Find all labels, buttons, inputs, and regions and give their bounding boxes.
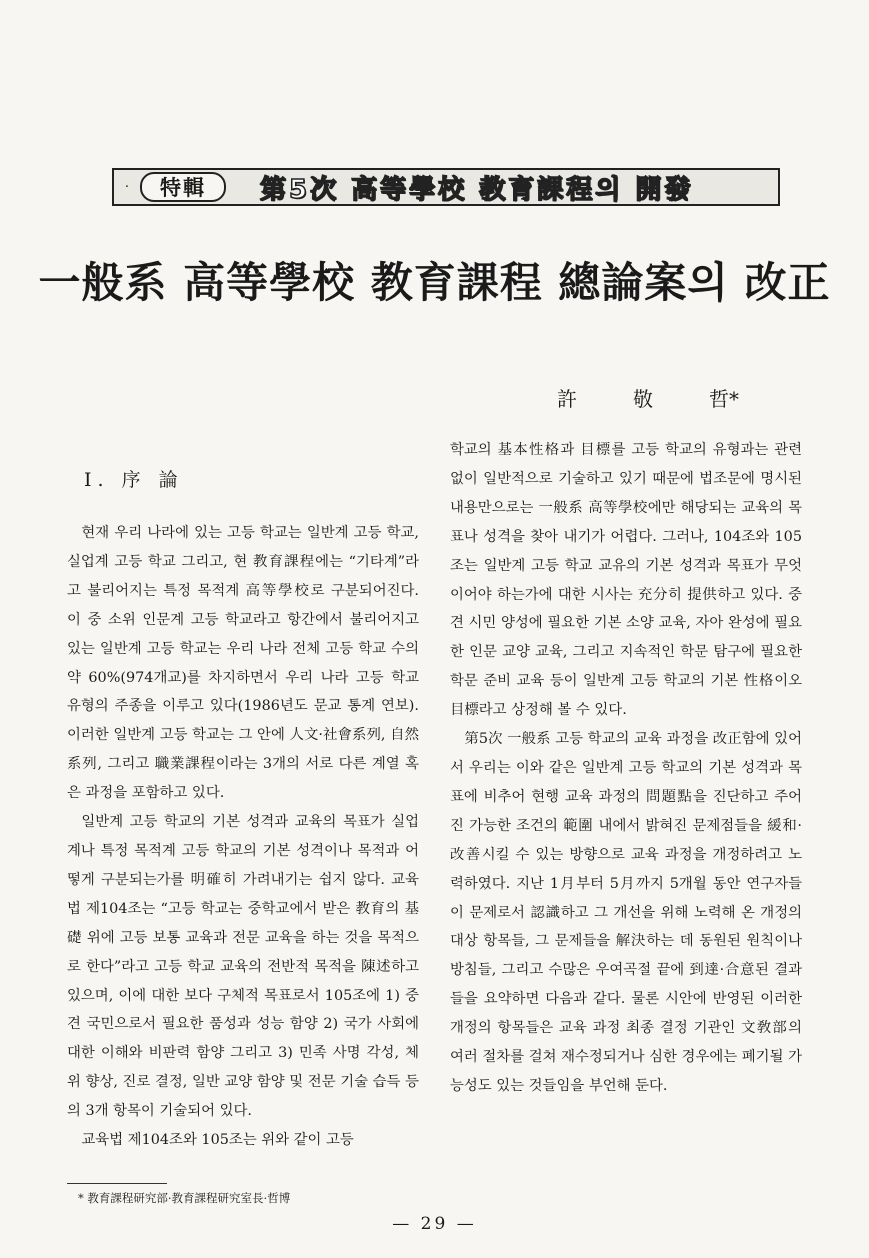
banner-title: 第5次 高等學校 教育課程의 開發	[260, 174, 694, 205]
banner-corner-mark: ·	[124, 179, 130, 195]
author-char-1: 許	[557, 387, 577, 411]
paragraph: 교육법 제104조와 105조는 위와 같이 고등	[81, 1132, 354, 1149]
author-char-3: 哲*	[709, 387, 739, 411]
paragraph: 일반계 고등 학교의 기본 성격과 교육의 목표가 실업계나 특정 목적계 고등 학교의 기본 성격이나 목적과 어떻게 구분되는가를 明確히 가려내기는 쉽지 않다. 교육법 제104조는 “고등 학교는 중학교에서 받은 教育의 基礎 위에 고등 보통 교육과 전문 교육을 하는 것을 목적으로 한다”라고 고등 학교 교육의 전반적 목적을 陳述하고 있으며, 이에 대한 보다 구체적 목표로서 105조에 1) 중견 국민으로서 필요한 품성과 성능 함양 2) 국가 사회에 대한 이해와 비판력 함양 그리고 3) 민족 사명 각성, 체위 향상, 진로 결정, 일반 교양 함양 및 전문 기술 습득 등의 3개 항목이 기술되어 있다.	[67, 814, 419, 1120]
paragraph: 학교의 基本性格과 目標를 고등 학교의 유형과는 관련 없이 일반적으로 기술하고 있기 때문에 법조문에 명시된 내용만으로는 一般系 高等學校에만 해당되는 교육의 목표나 성격을 찾아 내기가 어렵다. 그러나, 104조와 105조는 일반계 고등 학교 교유의 기본 성격과 목표가 무엇이어야 하는가에 대한 시사는 充分히 提供하고 있다. 중견 시민 양성에 필요한 기본 소양 교육, 자아 완성에 필요한 인문 교양 교육, 그리고 지속적인 학문 탐구에 필요한 학문 준비 교육 등이 일반계 고등 학교의 기본 性格이오 目標라고 상정해 볼 수 있다.	[450, 442, 802, 719]
left-column	[67, 462, 419, 1155]
section-heading: Ⅰ. 序 論	[84, 469, 184, 491]
author-name	[557, 383, 739, 412]
feature-banner	[112, 168, 780, 206]
footnote: * 教育課程研究部·教育課程研究室長·哲博	[78, 1191, 291, 1205]
footnote-divider	[67, 1183, 167, 1184]
page-number: — 29 —	[392, 1214, 477, 1234]
author-char-2: 敬	[633, 387, 653, 411]
right-column	[450, 436, 802, 1101]
article-title: 一般系 高等學校 教育課程 總論案의 改正	[38, 258, 831, 307]
banner-tag: 特輯	[140, 172, 226, 202]
paragraph: 현재 우리 나라에 있는 고등 학교는 일반계 고등 학교, 실업계 고등 학교 그리고, 현 教育課程에는 “기타계”라고 불리어지는 특정 목적계 高等學校로 구분되어진다. 이 중 소위 인문계 고등 학교라고 항간에서 불리어지고 있는 일반계 고등 학교는 우리 나라 전체 고등 학교 수의 약 60%(974개교)를 차지하면서 우리 나라 고등 학교 유형의 주종을 이루고 있다(1986년도 문교 통계 연보). 이러한 일반계 고등 학교는 그 안에 人文·社會系列, 自然系列, 그리고 職業課程이라는 3개의 서로 다른 계열 혹은 과정을 포함하고 있다.	[67, 525, 419, 802]
paragraph: 第5次 一般系 고등 학교의 교육 과정을 改正함에 있어서 우리는 이와 같은 일반계 고등 학교의 기본 성격과 목표에 비추어 현행 교육 과정의 問題點을 진단하고 주어진 가능한 조건의 範圍 내에서 밝혀진 문제점들을 緩和·改善시킬 수 있는 방향으로 교육 과정을 개정하려고 노력하였다. 지난 1月부터 5月까지 5개월 동안 연구자들이 문제로서 認識하고 그 개선을 위해 노력해 온 개정의 대상 항목들, 그 문제들을 解決하는 데 동원된 원칙이나 방침들, 그리고 수많은 우여곡절 끝에 到達·合意된 결과들을 요약하면 다음과 같다. 물론 시안에 반영된 이러한 개정의 항목들은 교육 과정 최종 결정 기관인 文敎部의 여러 절차를 걸쳐 재수정되거나 심한 경우에는 폐기될 가능성도 있는 것들임을 부언해 둔다.	[450, 731, 802, 1094]
